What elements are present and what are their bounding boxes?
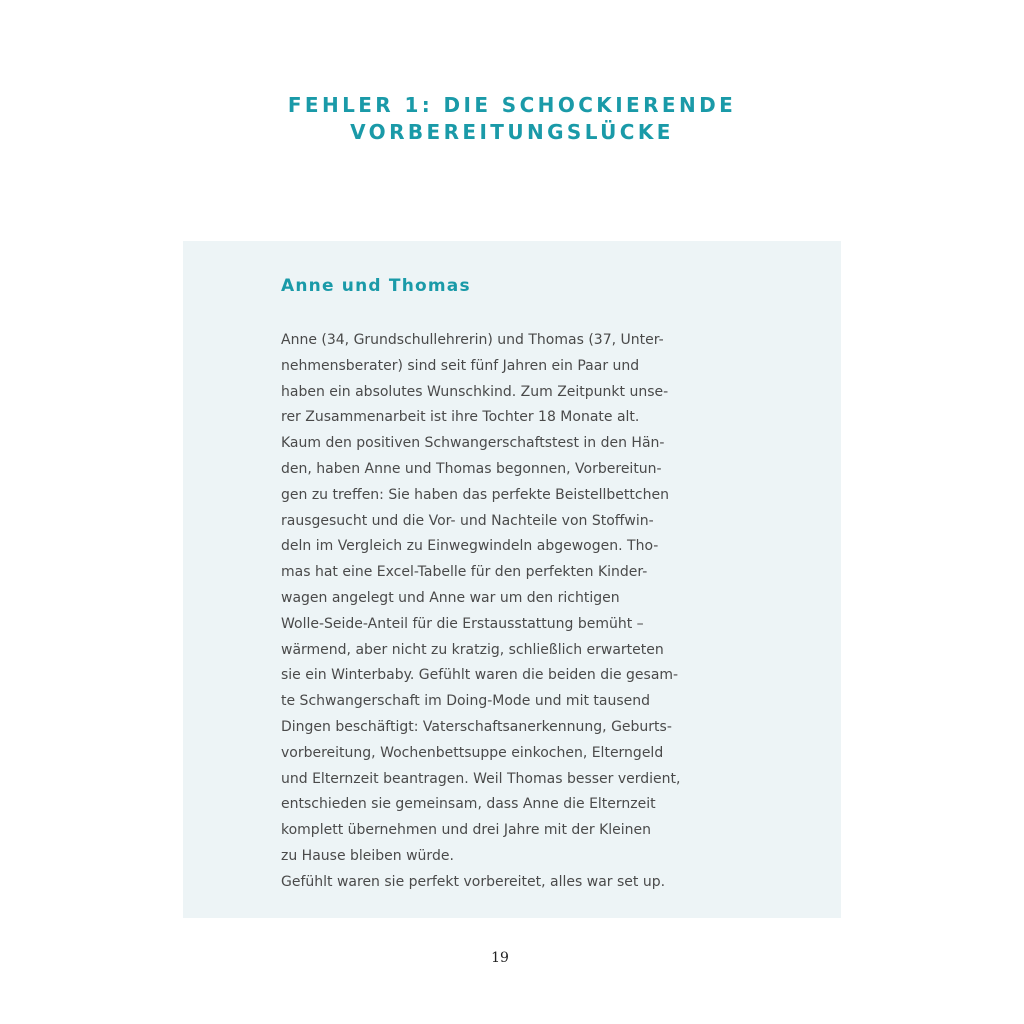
body-line: Dingen beschäftigt: Vaterschaftsanerkennung, Geburts- [281,718,672,735]
body-line: rausgesucht und die Vor- und Nachteile von Stoffwin- [281,512,654,529]
chapter-title-line-2: VORBEREITUNGSLÜCKE [350,120,674,144]
chapter-title-line-1: FEHLER 1: DIE SCHOCKIERENDE [287,93,737,117]
body-line: te Schwangerschaft im Doing-Mode und mit tausend [281,693,651,710]
body-line: Kaum den positiven Schwangerschaftstest in den Hän- [281,435,665,452]
body-line: haben ein absolutes Wunschkind. Zum Zeitpunkt unse- [281,383,669,400]
case-study-body [281,328,751,896]
body-line: den, haben Anne und Thomas begonnen, Vorbereitun- [281,460,662,477]
body-line: gen zu treffen: Sie haben das perfekte Beistellbettchen [281,486,669,503]
case-study-heading: Anne und Thomas [281,276,471,296]
body-line: komplett übernehmen und drei Jahre mit der Kleinen [281,822,652,839]
body-line: wärmend, aber nicht zu kratzig, schließlich erwarteten [281,641,664,658]
body-line: deln im Vergleich zu Einwegwindeln abgewogen. Tho- [281,538,659,555]
body-line: entschieden sie gemeinsam, dass Anne die Elternzeit [281,796,656,813]
body-line: und Elternzeit beantragen. Weil Thomas besser verdient, [281,770,681,787]
body-line: rer Zusammenarbeit ist ihre Tochter 18 Monate alt. [281,409,640,426]
body-line: nehmensberater) sind seit fünf Jahren ein Paar und [281,357,640,374]
body-line: Anne (34, Grundschullehrerin) und Thomas (37, Unter- [281,332,664,348]
body-line: vorbereitung, Wochenbettsuppe einkochen, Elterngeld [281,744,664,761]
body-line: mas hat eine Excel-Tabelle für den perfekten Kinder- [281,564,648,581]
body-line: sie ein Winterbaby. Gefühlt waren die beiden die gesam- [281,667,679,684]
chapter-title [0,92,1024,146]
body-line: Wolle-Seide-Anteil für die Erstausstattung bemüht – [281,615,644,632]
body-line: wagen angelegt und Anne war um den richtigen [281,589,620,606]
body-line: zu Hause bleiben würde. [281,847,454,864]
body-line: Gefühlt waren sie perfekt vorbereitet, alles war set up. [281,873,666,890]
page-number: 19 [491,950,509,966]
